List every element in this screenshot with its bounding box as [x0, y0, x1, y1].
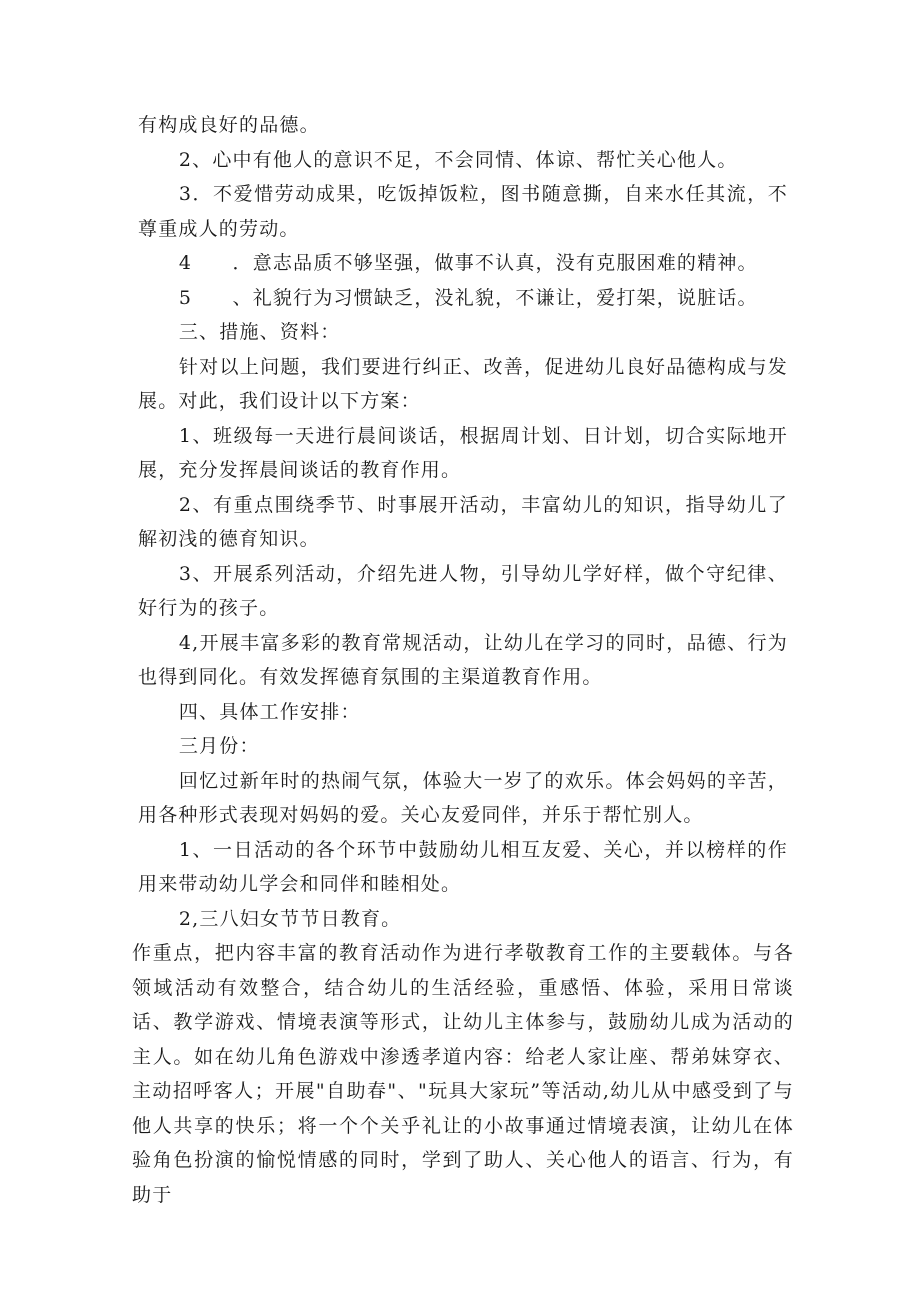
paragraph-march-item-1: 1、一日活动的各个环节中鼓励幼儿相互友爱、关心，并以榜样的作用来带动幼儿学会和同伴和睦相处。 — [138, 838, 788, 895]
paragraph-measures-intro: 针对以上问题，我们要进行纠正、改善，促进幼儿良好品德构成与发展。对此，我们设计以下方案： — [138, 355, 788, 412]
paragraph-measure-4: 4,开展丰富多彩的教育常规活动，让幼儿在学习的同时，品德、行为也得到同化。有效发挥德育氛围的主渠道教育作用。 — [138, 631, 788, 688]
section-heading-measures: 三、措施、资料： — [178, 321, 341, 343]
paragraph-march-goals: 回忆过新年时的热闹气氛，体验大一岁了的欢乐。体会妈妈的辛苦，用各种形式表现对妈妈的爱。关心友爱同伴，并乐于帮忙别人。 — [138, 769, 788, 826]
paragraph-item-5-manners: 5 、礼貌行为习惯缺乏，没礼貌，不谦让，爱打架，说脏话。 — [178, 286, 758, 309]
paragraph-item-3-labor: 3．不爱惜劳动成果，吃饭掉饭粒，图书随意撕，自来水任其流，不尊重成人的劳动。 — [138, 183, 788, 240]
paragraph-item-2-empathy: 2、心中有他人的意识不足，不会同情、体谅、帮忙关心他人。 — [178, 148, 738, 171]
section-heading-schedule: 四、具体工作安排： — [178, 700, 361, 723]
paragraph-item-4-willpower: 4 ．意志品质不够坚强，做事不认真，没有克服困难的精神。 — [178, 252, 758, 274]
paragraph-measure-1: 1、班级每一天进行晨间谈话，根据周计划、日计划，切合实际地开展，充分发挥晨间谈话的教育作用。 — [138, 424, 788, 481]
paragraph-march-item-2: 2,三八妇女节节日教育。 — [178, 907, 402, 930]
document-body — [132, 108, 794, 1212]
paragraph-measure-3: 3、开展系列活动，介绍先进人物，引导幼儿学好样，做个守纪律、好行为的孩子。 — [138, 562, 788, 619]
subheading-march: 三月份： — [178, 735, 260, 757]
paragraph-outdent-body: 作重点，把内容丰富的教育活动作为进行孝敬教育工作的主要载体。与各领域活动有效整合，结合幼儿的生活经验，重感悟、体验，采用日常谈话、教学游戏、情境表演等形式，让幼儿主体参与，鼓励幼儿成为活动的主人。如在幼儿角色游戏中渗透孝道内容：给老人家让座、帮弟妹穿衣、主动招呼客人；开展"自助春"、"玩具大家玩”等活动,幼儿从中感受到了与他人共享的快乐；将一个个关乎礼让的小故事通过情境表演，让幼儿在体验角色扮演的愉悦情感的同时，学到了助人、关心他人的语言、行为，有助于 — [132, 942, 794, 1206]
paragraph-continuation: 有构成良好的品德。 — [138, 114, 320, 136]
paragraph-measure-2: 2、有重点围绕季节、时事展开活动，丰富幼儿的知识，指导幼儿了解初浅的德育知识。 — [138, 493, 788, 550]
